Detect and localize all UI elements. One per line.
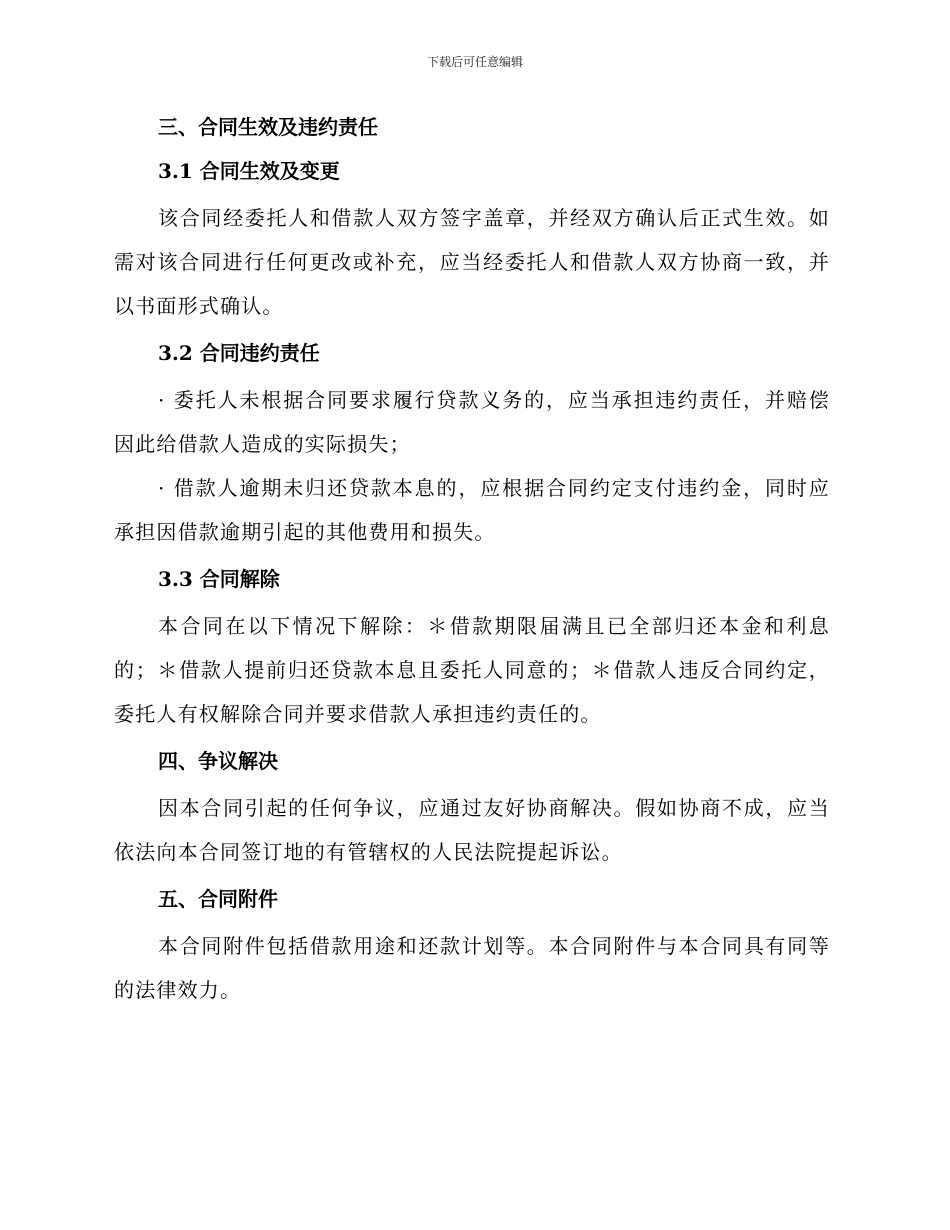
section-3-1-text: 该合同经委托人和借款人双方签字盖章，并经双方确认后正式生效。如需对该合同进行任何更改或补充，应当经委托人和借款人双方协商一致，并以书面形式确认。 (114, 206, 830, 318)
section-3-1-title: 3.1 合同生效及变更 (158, 159, 340, 183)
section-3-2-title: 3.2 合同违约责任 (158, 341, 320, 365)
section-3-title: 三、合同生效及违约责任 (158, 115, 378, 139)
section-3-2-item-1: · 委托人未根据合同要求履行贷款义务的，应当承担违约责任，并赔偿因此给借款人造成的实际损失； (114, 388, 830, 456)
header-note: 下载后可任意编辑 (426, 55, 523, 69)
section-4-text: 因本合同引起的任何争议，应通过友好协商解决。假如协商不成，应当依法向本合同签订地的有管辖权的人民法院提起诉讼。 (114, 796, 830, 864)
section-3-3-title: 3.3 合同解除 (158, 567, 280, 591)
section-3-2-item-2: · 借款人逾期未归还贷款本息的，应根据合同约定支付违约金，同时应承担因借款逾期引起的其他费用和损失。 (114, 476, 830, 544)
section-5-title: 五、合同附件 (158, 887, 278, 911)
section-5-text: 本合同附件包括借款用途和还款计划等。本合同附件与本合同具有同等的法律效力。 (114, 934, 830, 1002)
section-4-title: 四、争议解决 (158, 749, 278, 773)
document-body (114, 112, 830, 1012)
section-3-3-text: 本合同在以下情况下解除：＊借款期限届满且已全部归还本金和利息的；＊借款人提前归还贷款本息且委托人同意的；＊借款人违反合同约定，委托人有权解除合同并要求借款人承担违约责任的。 (114, 614, 830, 726)
